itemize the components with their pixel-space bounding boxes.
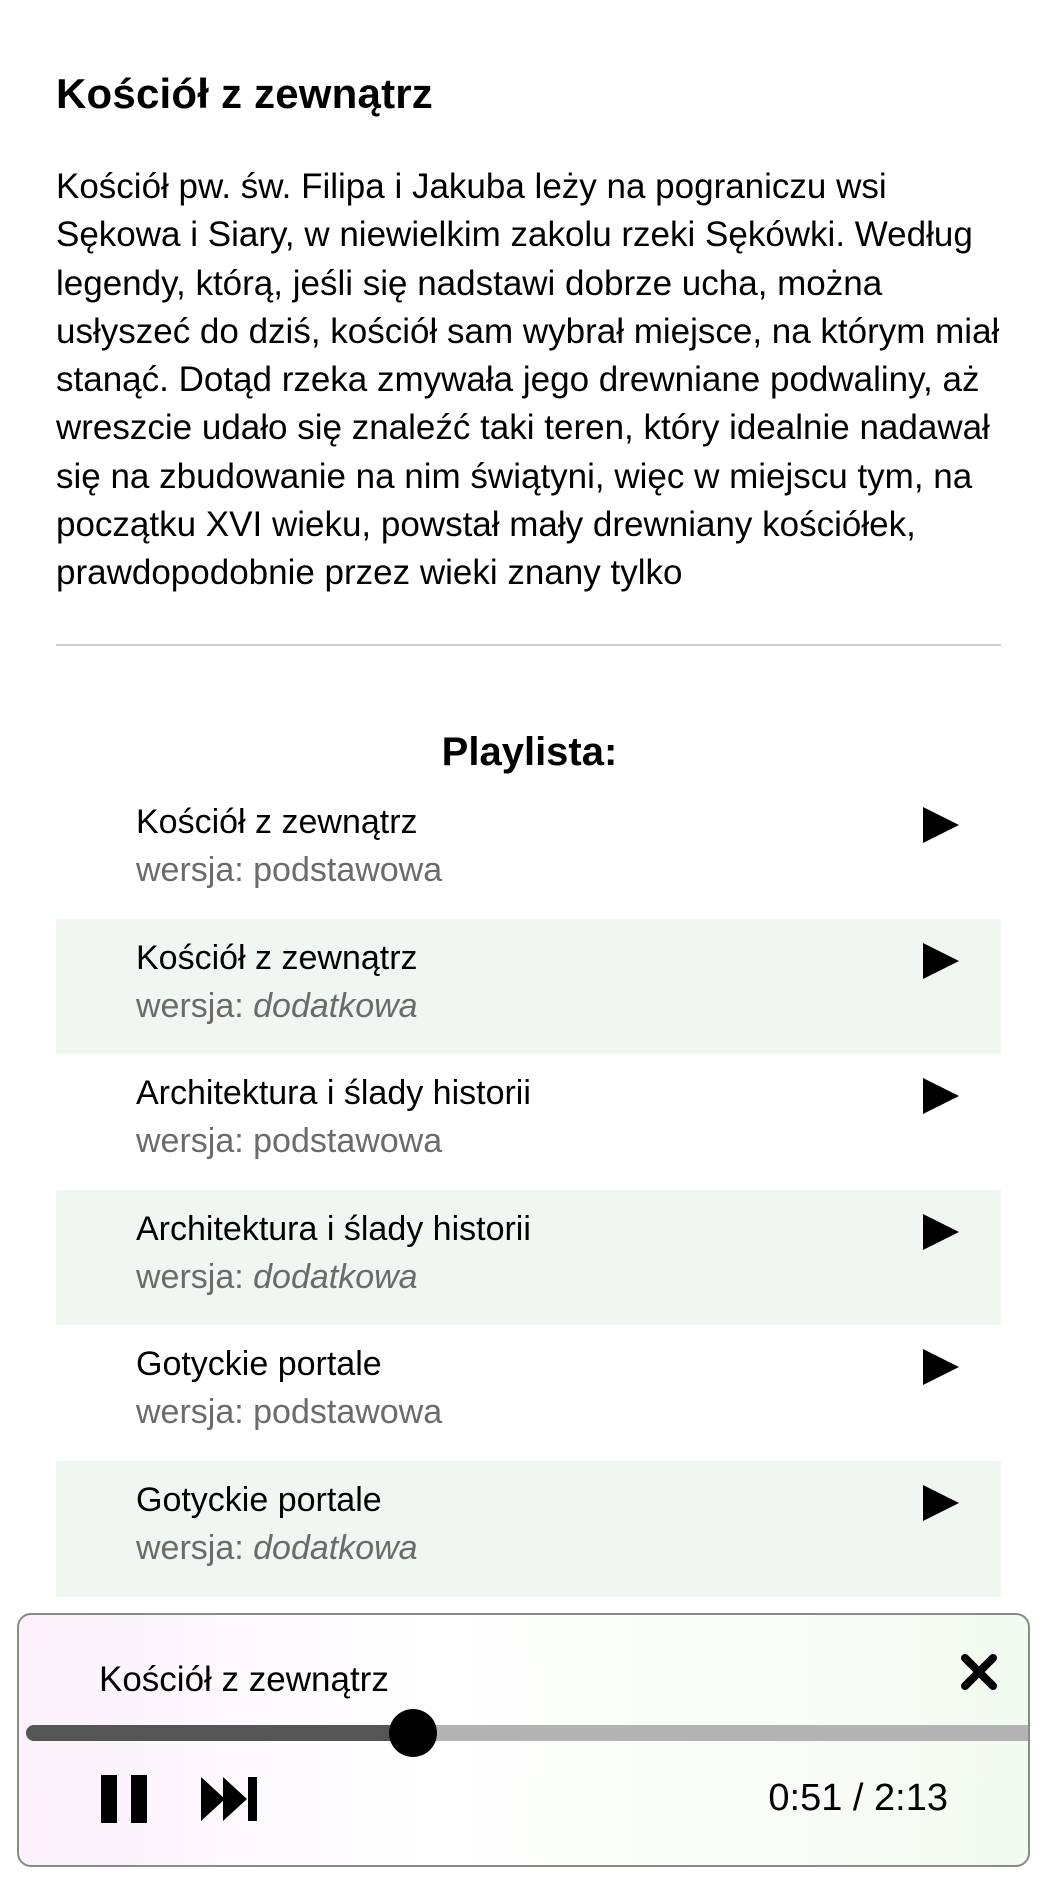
track-version	[136, 1529, 418, 1568]
version-value: dodatkowa	[253, 1528, 418, 1567]
play-icon[interactable]	[921, 1212, 961, 1252]
pause-icon[interactable]	[99, 1773, 151, 1825]
progress-thumb[interactable]	[389, 1709, 437, 1757]
track-title: Architektura i ślady historii	[136, 1209, 531, 1248]
playlist-item[interactable]	[56, 1461, 1001, 1597]
playlist-item[interactable]	[56, 1190, 1001, 1326]
version-prefix: wersja:	[136, 1122, 254, 1161]
track-version	[136, 1393, 442, 1432]
track-version	[136, 1258, 418, 1297]
track-title: Gotyckie portale	[136, 1480, 382, 1519]
version-prefix: wersja:	[136, 1393, 254, 1432]
progress-bar[interactable]	[26, 1725, 1030, 1741]
track-title: Gotyckie portale	[136, 1345, 382, 1384]
article-body[interactable]: Kościół pw. św. Filipa i Jakuba leży na pograniczu wsi Sękowa i Siary, w niewielkim zakolu rzeki Sękówki. Według legendy, którą, jeśli się nadstawi dobrze ucha, można usłyszeć do dziś, kościół sam wybrał miejsce, na którym miał stanąć. Dotąd rzeka zmywała jego drewniane podwaliny, aż wreszcie udało się znaleźć taki teren, który idealnie nadawał się na zbudowanie na nim świątyni, więc w miejscu tym, na początku XVI wieku, powstał mały drewniany kościółek, prawdopodobnie przez wieki znany tylko	[56, 163, 1001, 646]
version-value: dodatkowa	[253, 1257, 418, 1296]
play-icon[interactable]	[921, 805, 961, 845]
player-time: 0:51 / 2:13	[768, 1777, 948, 1819]
track-title: Architektura i ślady historii	[136, 1074, 531, 1113]
version-value: dodatkowa	[253, 986, 418, 1025]
version-prefix: wersja:	[136, 1528, 254, 1567]
version-value: podstawowa	[253, 1122, 443, 1161]
play-icon[interactable]	[921, 1483, 961, 1523]
play-icon[interactable]	[921, 941, 961, 981]
track-version	[136, 987, 418, 1026]
play-icon[interactable]	[921, 1347, 961, 1387]
track-title: Kościół z zewnątrz	[136, 938, 418, 977]
version-value: podstawowa	[253, 1393, 443, 1432]
version-prefix: wersja:	[136, 1257, 254, 1296]
playlist-item[interactable]	[56, 1325, 1001, 1461]
playlist-item[interactable]	[56, 919, 1001, 1055]
track-version	[136, 851, 442, 890]
playlist-item[interactable]	[56, 1054, 1001, 1190]
playlist-heading: Playlista:	[441, 730, 618, 774]
playlist	[56, 783, 1001, 1597]
player-track-title: Kościół z zewnątrz	[99, 1660, 389, 1699]
audio-player	[17, 1613, 1030, 1867]
version-prefix: wersja:	[136, 986, 254, 1025]
play-icon[interactable]	[921, 1076, 961, 1116]
version-value: podstawowa	[253, 851, 443, 889]
playlist-item[interactable]	[56, 783, 1001, 919]
progress-fill	[26, 1725, 413, 1741]
track-title: Kościół z zewnątrz	[136, 803, 418, 841]
skip-next-icon[interactable]	[199, 1773, 263, 1825]
track-version	[136, 1122, 442, 1161]
close-icon[interactable]	[957, 1650, 1001, 1694]
version-prefix: wersja:	[136, 851, 254, 889]
article-title: Kościół z zewnątrz	[56, 70, 434, 117]
